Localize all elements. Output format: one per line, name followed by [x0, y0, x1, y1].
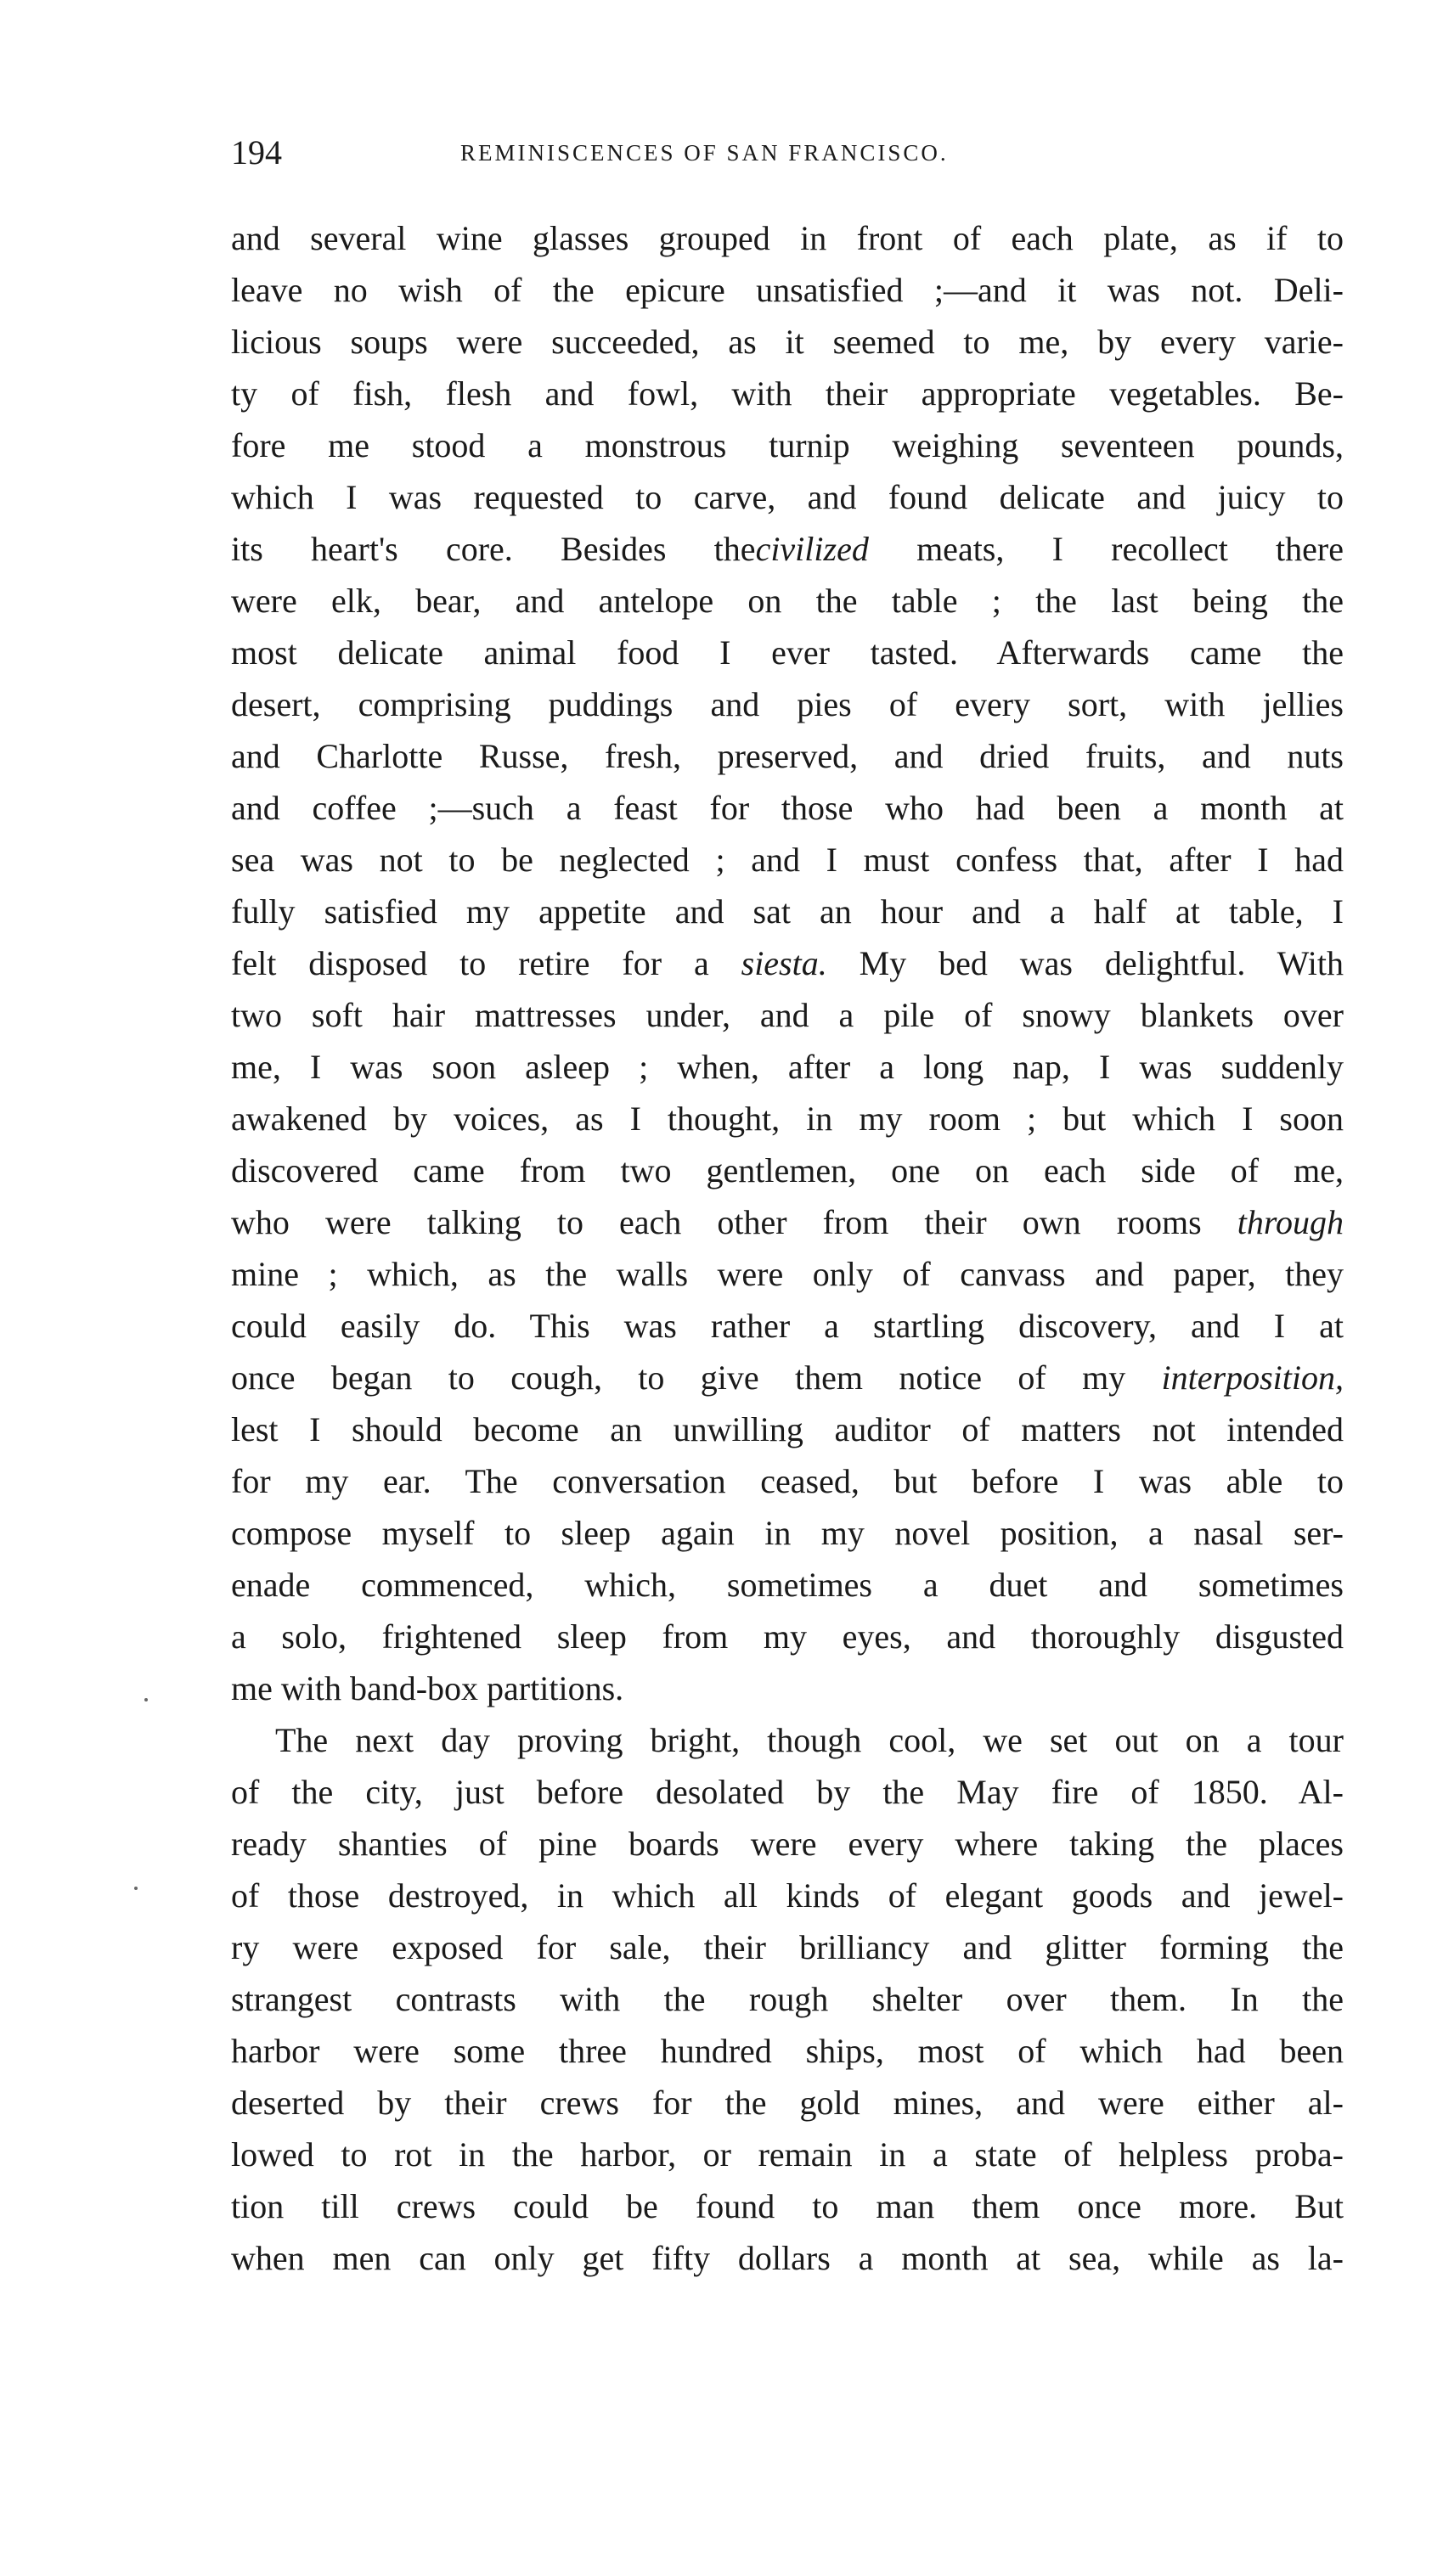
text-line [231, 937, 1344, 989]
text-line [231, 1662, 1344, 1714]
text-run: for my ear. The conversation ceased, but before I was able to [231, 1462, 1344, 1500]
text-line [231, 1611, 1344, 1662]
text-run: and several wine glasses grouped in front of each plate, as if to [231, 219, 1344, 257]
text-run: two soft hair mattresses under, and a pile of snowy blankets over [231, 996, 1344, 1034]
text-run: and coffee ;—such a feast for those who had been a month at [231, 789, 1344, 827]
running-head: REMINISCENCES OF SAN FRANCISCO. [460, 140, 949, 166]
text-line [231, 1093, 1344, 1145]
text-line [231, 1248, 1344, 1300]
text-run: once began to cough, to give them notice of my [231, 1358, 1162, 1397]
text-run: mine ; which, as the walls were only of canvass and paper, they [231, 1255, 1344, 1293]
body-text [231, 212, 1344, 2284]
italic-text: civilized [755, 530, 869, 568]
text-line [231, 2180, 1344, 2232]
text-run: lest I should become an unwilling auditor of matters not intended [231, 1410, 1344, 1448]
text-line [231, 575, 1344, 627]
text-run: ty of fish, flesh and fowl, with their appropriate vegetables. Be- [231, 374, 1344, 413]
text-line [231, 1870, 1344, 1921]
page-number: 194 [231, 133, 282, 172]
text-line [231, 1455, 1344, 1507]
text-run: The next day proving bright, though cool, we set out on a tour [275, 1721, 1344, 1759]
italic-text: through [1237, 1203, 1344, 1241]
text-line [231, 1559, 1344, 1611]
text-line [231, 678, 1344, 730]
text-run: lowed to rot in the harbor, or remain in a state of helpless proba- [231, 2135, 1344, 2174]
text-run: compose myself to sleep again in my novel position, a nasal ser- [231, 1514, 1344, 1552]
text-line [231, 419, 1344, 471]
text-run: deserted by their crews for the gold mines, and were either al- [231, 2084, 1344, 2122]
text-run: meats, I recollect there [868, 530, 1344, 568]
text-run: of those destroyed, in which all kinds of elegant goods and jewel- [231, 1876, 1344, 1915]
text-run: were elk, bear, and antelope on the table ; the last being the [231, 582, 1344, 620]
text-line [231, 1921, 1344, 1973]
text-line [231, 212, 1344, 264]
text-line [231, 627, 1344, 678]
text-line [231, 2077, 1344, 2129]
text-line [231, 1300, 1344, 1352]
text-run: discovered came from two gentlemen, one on each side of me, [231, 1151, 1344, 1190]
text-line [231, 834, 1344, 886]
text-run: leave no wish of the epicure unsatisfied ;—and it was not. Deli- [231, 271, 1344, 309]
margin-speck [134, 1887, 138, 1890]
text-run: most delicate animal food I ever tasted. Afterwards came the [231, 633, 1344, 672]
italic-text: interposition, [1161, 1358, 1344, 1397]
text-run: sea was not to be neglected ; and I must confess that, after I had [231, 841, 1344, 879]
text-line [231, 1973, 1344, 2025]
text-run: a solo, frightened sleep from my eyes, and thoroughly disgusted [231, 1617, 1344, 1656]
text-line [231, 730, 1344, 782]
text-run: enade commenced, which, sometimes a duet and sometimes [231, 1566, 1344, 1604]
text-line [231, 264, 1344, 316]
text-line [231, 782, 1344, 834]
page-header [231, 127, 1344, 178]
text-line [231, 523, 1344, 575]
text-run: which I was requested to carve, and found delicate and juicy to [231, 478, 1344, 516]
text-line [231, 368, 1344, 419]
text-run: and Charlotte Russe, fresh, preserved, and dried fruits, and nuts [231, 737, 1344, 775]
text-line [231, 471, 1344, 523]
text-run: fore me stood a monstrous turnip weighing seventeen pounds, [231, 426, 1344, 464]
text-line [231, 886, 1344, 937]
text-run: licious soups were succeeded, as it seemed to me, by every varie- [231, 323, 1344, 361]
text-line [231, 1145, 1344, 1196]
text-run: felt disposed to retire for a [231, 944, 741, 982]
text-run: ready shanties of pine boards were every where taking the places [231, 1825, 1344, 1863]
text-line [231, 2129, 1344, 2180]
text-line [231, 1507, 1344, 1559]
text-run: awakened by voices, as I thought, in my room ; but which I soon [231, 1100, 1344, 1138]
text-run: harbor were some three hundred ships, most of which had been [231, 2032, 1344, 2070]
italic-text: siesta. [741, 944, 827, 982]
text-run: ry were exposed for sale, their brilliancy and glitter forming the [231, 1928, 1344, 1966]
text-run: fully satisfied my appetite and sat an hour and a half at table, I [231, 892, 1344, 931]
text-line [231, 316, 1344, 368]
text-run: me, I was soon asleep ; when, after a long nap, I was suddenly [231, 1048, 1344, 1086]
text-run: its heart's core. Besides the [231, 530, 756, 568]
text-line [231, 2025, 1344, 2077]
margin-speck [144, 1698, 148, 1701]
text-run: tion till crews could be found to man them once more. But [231, 2187, 1344, 2225]
text-line [231, 1714, 1344, 1766]
text-run: desert, comprising puddings and pies of every sort, with jellies [231, 685, 1344, 723]
text-run: of the city, just before desolated by the May fire of 1850. Al- [231, 1773, 1344, 1811]
text-line [231, 1818, 1344, 1870]
text-line [231, 2232, 1344, 2284]
text-line [231, 1041, 1344, 1093]
text-line [231, 989, 1344, 1041]
text-run: could easily do. This was rather a startling discovery, and I at [231, 1307, 1344, 1345]
text-run: who were talking to each other from their own rooms [231, 1203, 1237, 1241]
text-line [231, 1766, 1344, 1818]
text-run: me with band-box partitions. [231, 1669, 624, 1707]
text-run: strangest contrasts with the rough shelter over them. In the [231, 1980, 1344, 2018]
text-run: when men can only get fifty dollars a month at sea, while as la- [231, 2239, 1344, 2277]
text-line [231, 1352, 1344, 1403]
text-line [231, 1196, 1344, 1248]
text-line [231, 1403, 1344, 1455]
text-run: My bed was delightful. With [826, 944, 1344, 982]
